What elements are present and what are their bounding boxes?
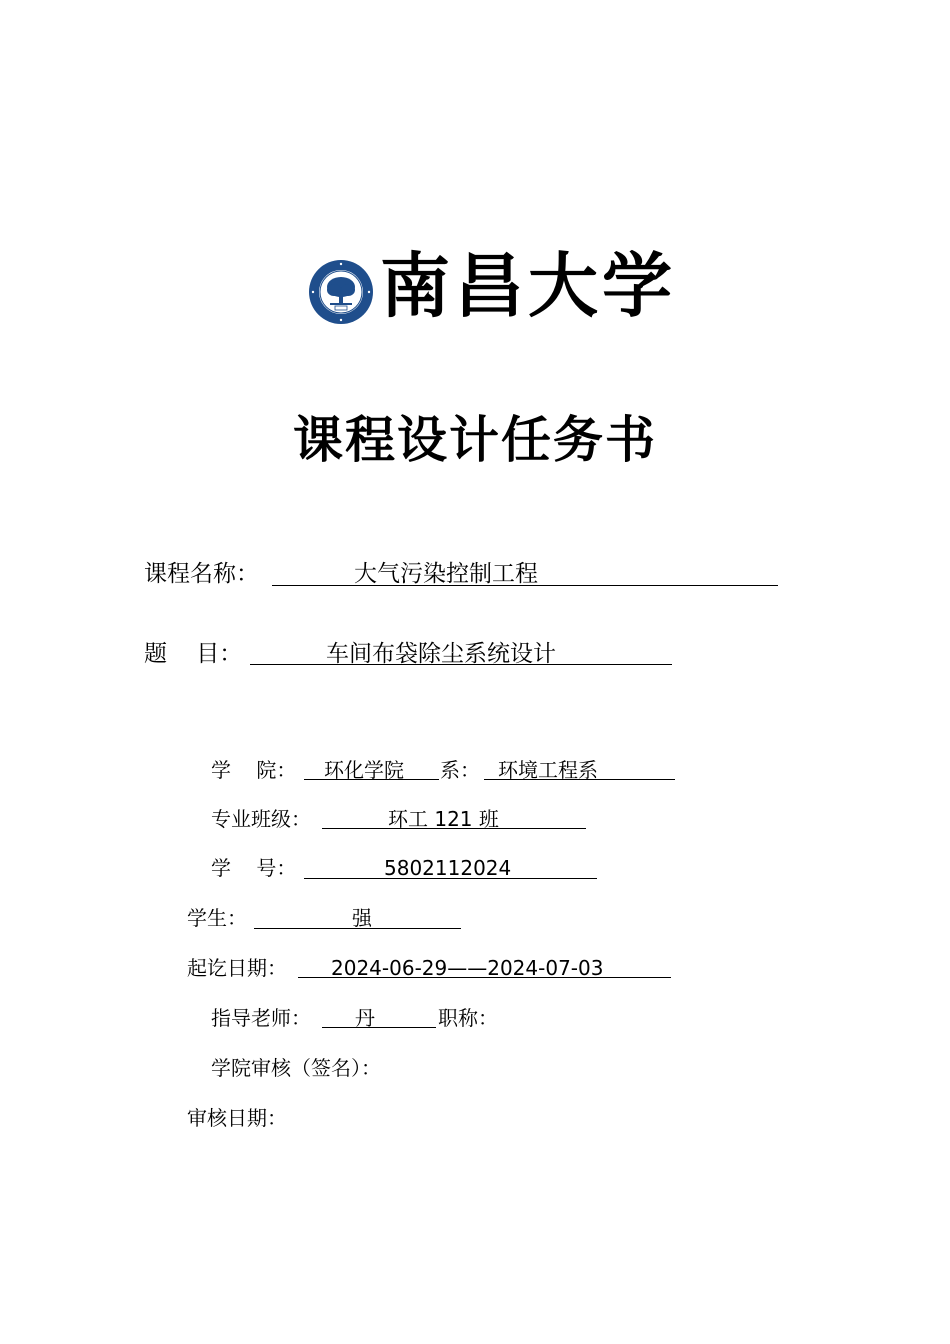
student-id-label: 学 号： (211, 856, 297, 880)
student-id-value: 5802112024 (384, 856, 512, 880)
college-value: 环化学院 (324, 758, 404, 782)
topic-value: 车间布袋除尘系统设计 (326, 641, 556, 667)
university-emblem-icon (308, 259, 374, 325)
department-value: 环境工程系 (498, 758, 598, 782)
review-date-label: 审核日期： (187, 1106, 287, 1130)
class-label: 专业班级： (211, 807, 311, 831)
advisor-label: 指导老师： (211, 1006, 311, 1030)
student-value: 强 (352, 906, 372, 930)
course-name-value: 大气污染控制工程 (354, 561, 538, 587)
topic-label: 题 目： (144, 641, 243, 667)
course-name-label: 课程名称： (144, 561, 259, 587)
date-range-value: 2024-06-29——2024-07-03 (331, 956, 604, 980)
document-title: 课程设计任务书 (293, 411, 657, 469)
department-label: 系： (440, 758, 480, 782)
date-range-label: 起讫日期： (187, 956, 287, 980)
college-label: 学 院： (211, 758, 297, 782)
student-label: 学生： (187, 906, 247, 930)
advisor-title-label: 职称： (438, 1006, 498, 1030)
advisor-underline (322, 1027, 436, 1028)
university-name-logotype: 南昌大学 (380, 244, 676, 327)
class-value: 环工 121 班 (388, 807, 499, 831)
college-review-label: 学院审核（签名）： (211, 1056, 381, 1080)
advisor-value: 丹 (355, 1006, 375, 1030)
